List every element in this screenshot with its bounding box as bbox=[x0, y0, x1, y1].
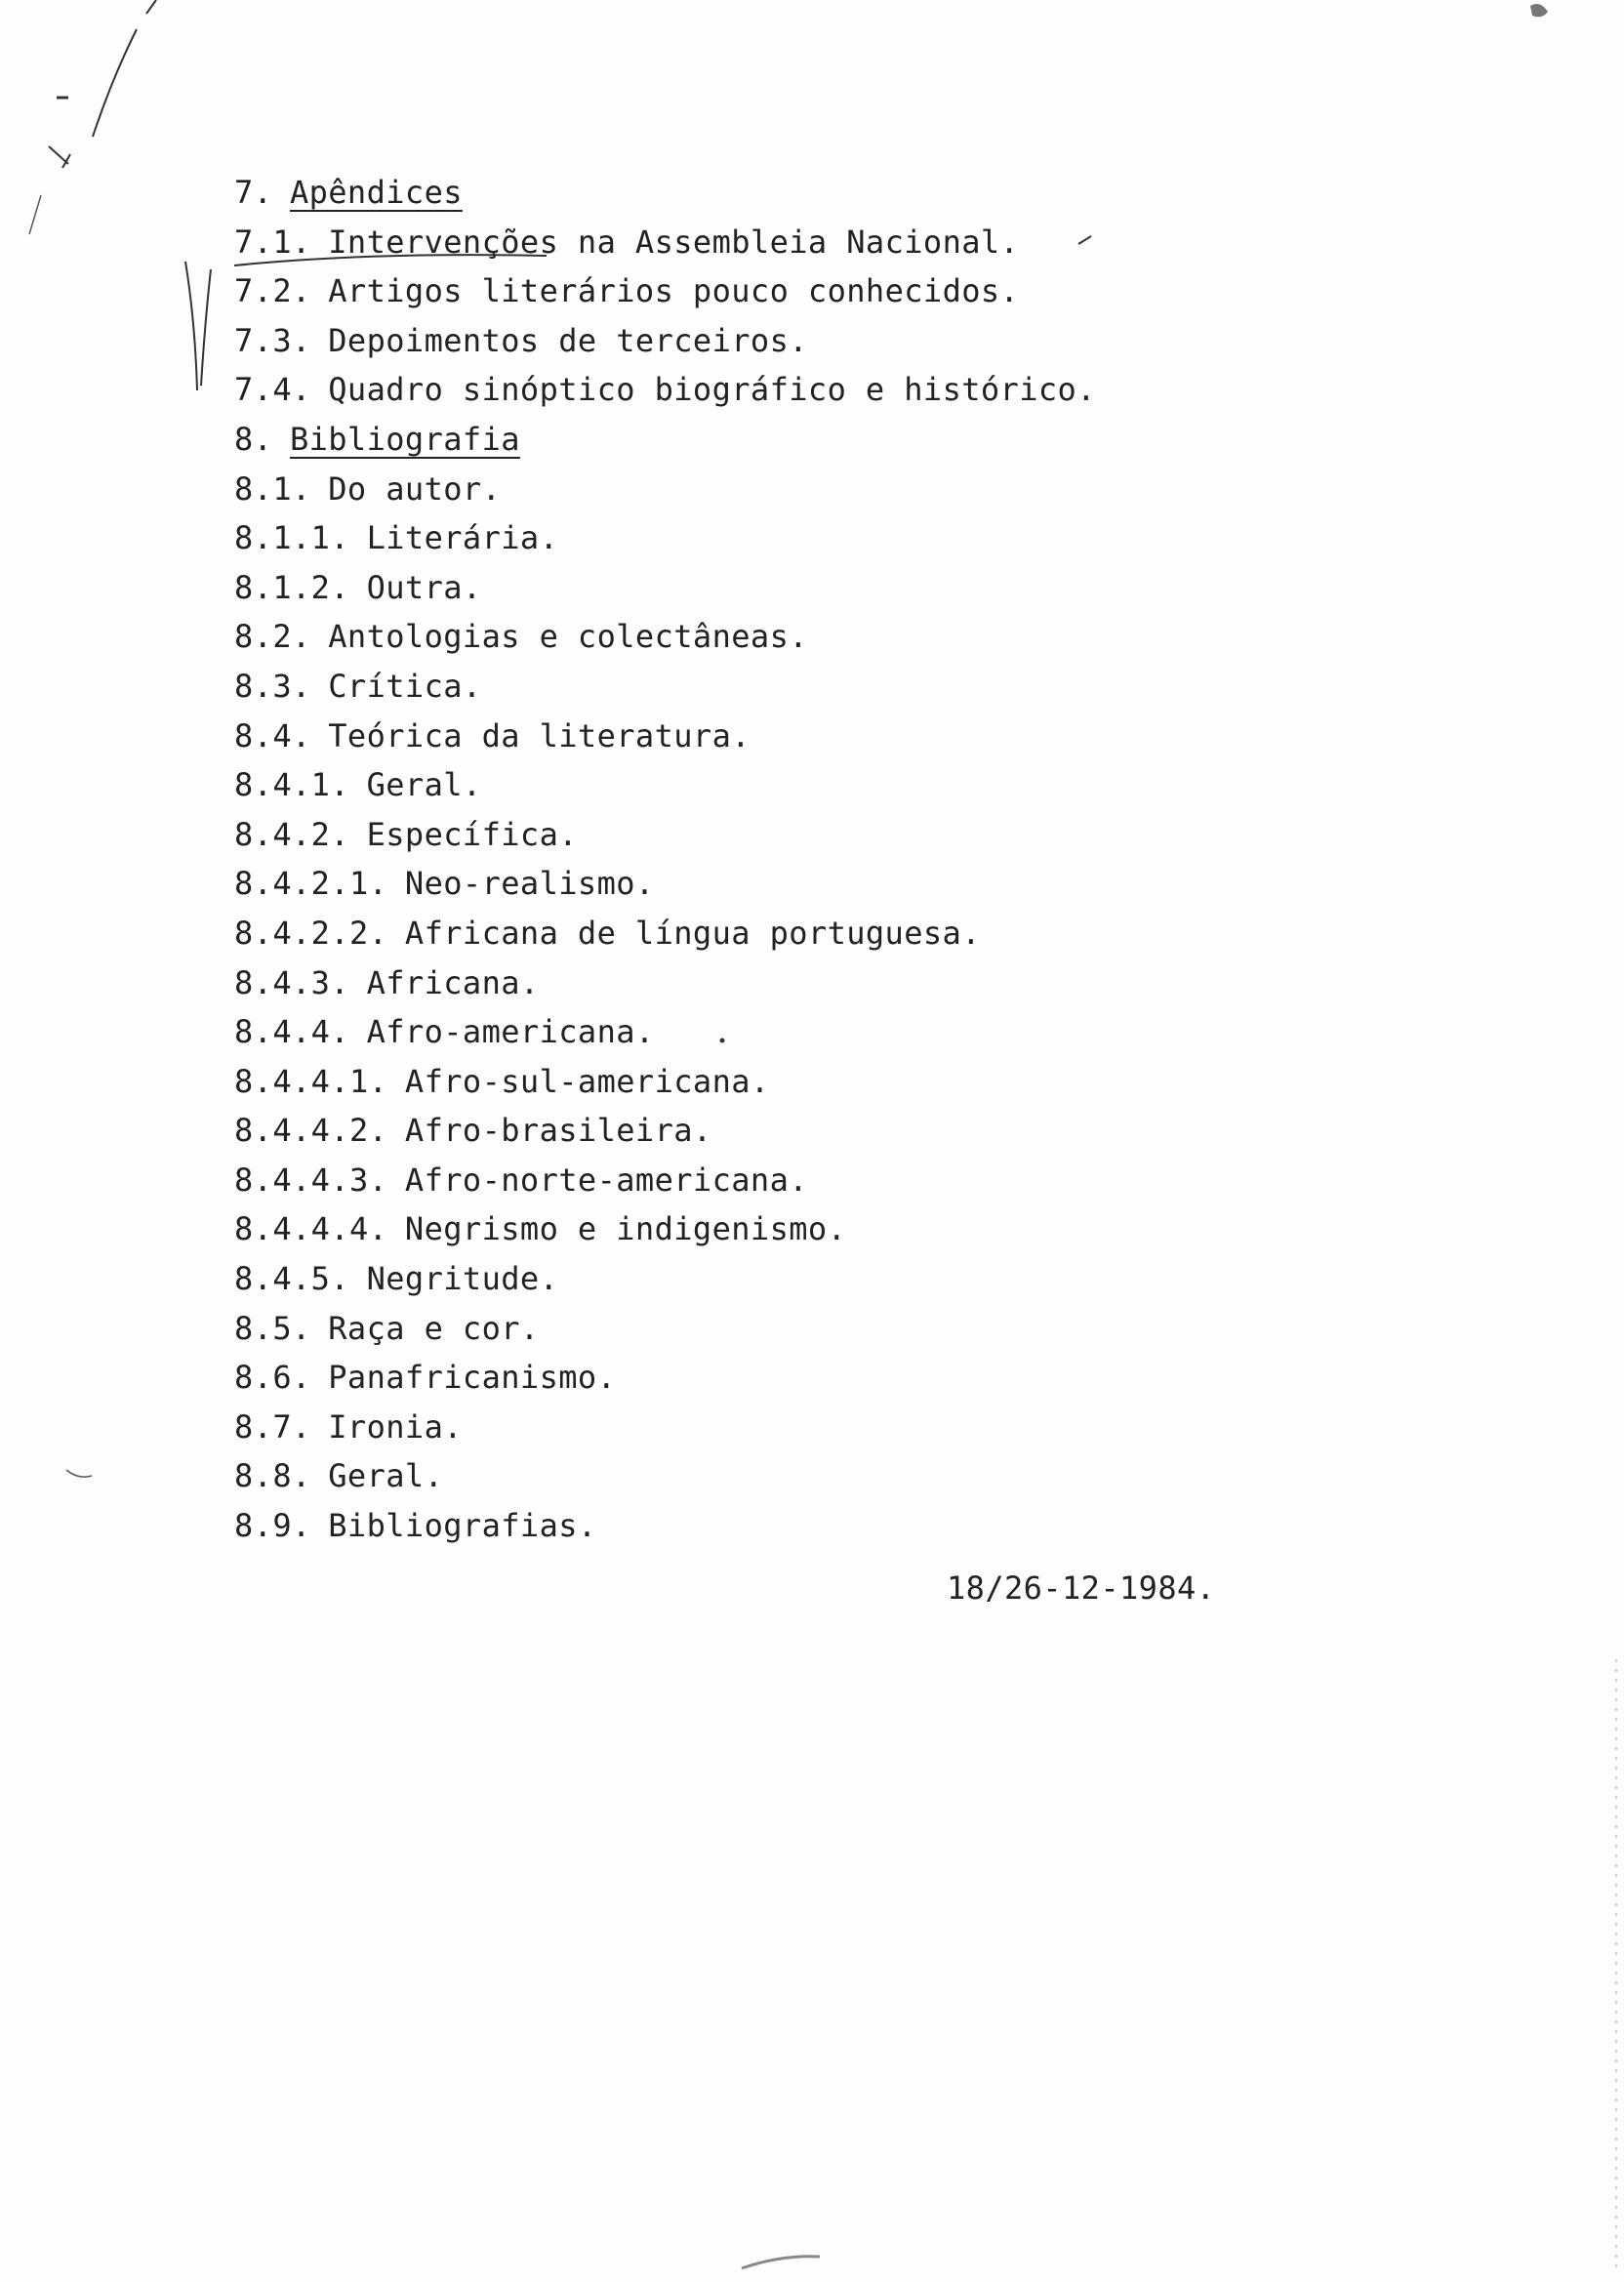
outline-item bbox=[234, 1403, 1357, 1452]
document-date: 18/26-12-1984. bbox=[947, 1569, 1216, 1607]
outline-item-text: Quadro sinóptico biográfico e histórico. bbox=[328, 371, 1096, 409]
outline-number: 8.7. bbox=[234, 1407, 311, 1446]
outline-item-text: Afro-sul-americana. bbox=[404, 1062, 770, 1100]
outline-item bbox=[234, 513, 1357, 563]
outline-item-text: Negrismo e indigenismo. bbox=[404, 1210, 847, 1248]
outline-number: 8.8. bbox=[234, 1457, 311, 1495]
outline-number: 8.5. bbox=[234, 1309, 311, 1347]
outline-item-text: Afro-brasileira. bbox=[404, 1112, 712, 1150]
outline-number: 8.1. bbox=[234, 469, 311, 508]
outline-number: 8.4.4.2. bbox=[234, 1112, 388, 1150]
outline-item bbox=[234, 266, 1357, 316]
top-right-smudge bbox=[1530, 4, 1548, 17]
outline-number: 8.4. bbox=[234, 716, 311, 754]
outline-item-text: Geral. bbox=[366, 766, 482, 804]
outline-number: 8.4.4.3. bbox=[234, 1161, 388, 1199]
outline-item bbox=[234, 712, 1357, 761]
outline-item bbox=[234, 218, 1357, 267]
outline-item-text: Africana. bbox=[366, 963, 540, 1001]
outline-item bbox=[234, 1007, 1357, 1057]
outline-number: 8. bbox=[234, 420, 273, 458]
outline-item bbox=[234, 1353, 1357, 1403]
outline-item bbox=[234, 859, 1357, 909]
outline-item bbox=[234, 1204, 1357, 1254]
top-left-pen-stroke bbox=[93, 0, 156, 137]
outline-heading bbox=[234, 168, 1357, 218]
outline-number: 7. bbox=[234, 174, 273, 211]
outline-item bbox=[234, 958, 1357, 1008]
outline-item-text: Afro-norte-americana. bbox=[404, 1161, 808, 1199]
outline-item-text: Teórica da literatura. bbox=[328, 716, 751, 754]
outline-item-text: Afro-americana. bbox=[366, 1013, 655, 1051]
margin-bracket-right bbox=[201, 269, 211, 386]
outline-heading-text: Bibliografia bbox=[289, 420, 520, 458]
outline-number: 8.6. bbox=[234, 1359, 311, 1397]
outline-number: 8.4.3. bbox=[234, 963, 349, 1001]
outline-item-text: Negritude. bbox=[366, 1260, 559, 1298]
outline-item bbox=[234, 612, 1357, 662]
outline-item-text: Literária. bbox=[366, 519, 559, 557]
outline-number: 8.1.2. bbox=[234, 568, 349, 606]
outline-item-text: Intervenções na Assembleia Nacional. bbox=[328, 223, 1020, 261]
outline-item-text: Raça e cor. bbox=[328, 1309, 540, 1347]
outline-item bbox=[234, 365, 1357, 415]
outline-item-text: Do autor. bbox=[328, 469, 502, 508]
outline-item bbox=[234, 1451, 1357, 1501]
outline-item bbox=[234, 662, 1357, 712]
outline-item-text: Crítica. bbox=[328, 667, 482, 705]
left-margin-mark bbox=[49, 146, 70, 168]
outline-heading-text: Apêndices bbox=[289, 174, 463, 211]
outline-item-text: Outra. bbox=[366, 568, 482, 606]
table-of-contents-outline bbox=[234, 168, 1357, 1551]
outline-item-text: Neo-realismo. bbox=[404, 865, 655, 903]
outline-item bbox=[234, 1304, 1357, 1354]
outline-item-text: Artigos literários pouco conhecidos. bbox=[328, 272, 1020, 310]
outline-number: 8.4.2.2. bbox=[234, 914, 388, 952]
outline-item bbox=[234, 1254, 1357, 1304]
outline-number: 8.2. bbox=[234, 618, 311, 656]
outline-item-text: Antologias e colectâneas. bbox=[328, 618, 808, 656]
outline-item bbox=[234, 316, 1357, 366]
outline-item bbox=[234, 465, 1357, 514]
outline-item bbox=[234, 1156, 1357, 1205]
outline-item-text: Panafricanismo. bbox=[328, 1359, 617, 1397]
outline-number: 7.4. bbox=[234, 371, 311, 409]
outline-number: 8.9. bbox=[234, 1507, 311, 1545]
outline-item-text: Ironia. bbox=[328, 1407, 463, 1446]
outline-number: 8.4.4.1. bbox=[234, 1062, 388, 1100]
outline-number: 8.3. bbox=[234, 667, 311, 705]
outline-number: 8.4.2.1. bbox=[234, 865, 388, 903]
outline-item-text: Bibliografias. bbox=[328, 1507, 597, 1545]
left-margin-stroke bbox=[29, 195, 41, 234]
outline-item-text: Específica. bbox=[366, 815, 578, 853]
outline-item bbox=[234, 760, 1357, 810]
outline-number: 8.4.4.4. bbox=[234, 1210, 388, 1248]
outline-heading bbox=[234, 415, 1357, 465]
outline-number: 8.4.2. bbox=[234, 815, 349, 853]
outline-number: 7.3. bbox=[234, 321, 311, 359]
outline-item-text: Geral. bbox=[328, 1457, 444, 1495]
margin-bracket-left bbox=[185, 262, 197, 390]
outline-number: 7.1. bbox=[234, 223, 311, 261]
outline-item-text: Africana de língua portuguesa. bbox=[404, 914, 981, 952]
bottom-smudge bbox=[742, 2257, 820, 2268]
outline-item bbox=[234, 1106, 1357, 1156]
outline-item-text: Depoimentos de terceiros. bbox=[328, 321, 808, 359]
outline-item bbox=[234, 563, 1357, 613]
outline-item bbox=[234, 1057, 1357, 1107]
outline-item bbox=[234, 810, 1357, 860]
outline-number: 8.4.4. bbox=[234, 1013, 349, 1051]
outline-item bbox=[234, 1501, 1357, 1551]
left-margin-curve bbox=[66, 1470, 92, 1477]
outline-number: 8.4.5. bbox=[234, 1260, 349, 1298]
outline-number: 8.1.1. bbox=[234, 519, 349, 557]
outline-number: 7.2. bbox=[234, 272, 311, 310]
outline-number: 8.4.1. bbox=[234, 766, 349, 804]
outline-item bbox=[234, 909, 1357, 958]
